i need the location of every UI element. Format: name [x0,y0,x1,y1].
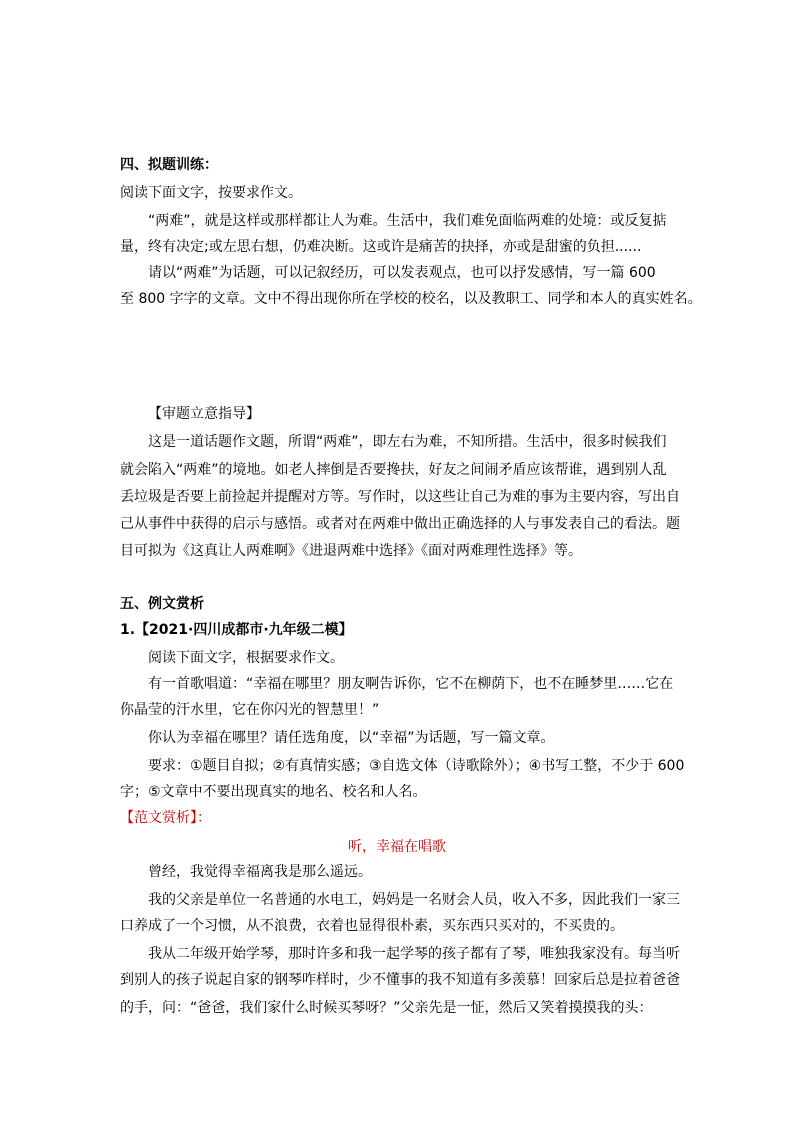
essay-paragraph-3-line-1: 我从二年级开始学琴，那时许多和我一起学琴的孩子都有了琴，唯独我家没有。每当听 [148,946,680,962]
essay-paragraph-2-line-2: 口养成了一个习惯，从不浪费，衣着也显得很朴素，买东西只买对的，不买贵的。 [120,918,624,934]
guide-line-5: 目可拟为《这真让人两难啊》《进退两难中选择》《面对两难理性选择》等。 [120,543,582,559]
section5-item-label: 1.【2021·四川成都市·九年级二模】 [120,622,353,638]
essay-title: 听，幸福在唱歌 [348,839,446,855]
guide-line-3: 丢垃圾是否要上前捡起并提醒对方等。写作时，以这些让自己为难的事为主要内容，写出自 [120,489,680,505]
section4-para2-line1: 请以“两难”为话题，可以记叙经历，可以发表观点，也可以抒发感情，写一篇 600 [148,265,656,281]
essay-paragraph-2-line-1: 我的父亲是单位一名普通的水电工，妈妈是一名财会人员，收入不多，因此我们一家三 [148,892,680,908]
song-line-2: 你晶莹的汗水里，它在你闪光的智慧里！” [120,702,380,718]
guide-line-4: 己从事件中获得的启示与感悟。或者对在两难中做出正确选择的人与事发表自己的看法。题 [120,516,680,532]
essay-paragraph-3-line-2: 到别人的孩子说起自家的钢琴咋样时，少不懂事的我不知道有多羡慕！回家后总是拉着爸爸 [120,972,680,988]
sample-label: 【范文赏析】： [120,810,211,826]
guide-line-2: 就会陷入“两难”的境地。如老人摔倒是否要搀扶，好友之间闹矛盾应该帮谁，遇到别人乱 [120,462,667,478]
guide-heading: 【审题立意指导】 [148,406,260,422]
question-line: 你认为幸福在哪里？请任选角度，以“幸福”为话题，写一篇文章。 [148,730,555,746]
section4-instruction: 阅读下面文字，按要求作文。 [120,185,302,201]
section4-heading: 四、拟题训练： [120,157,218,173]
section5-instruction: 阅读下面文字，根据要求作文。 [148,650,344,666]
section4-para1-line1: “两难”，就是这样或那样都让人为难。生活中，我们难免面临两难的处境：或反复掂 [148,213,667,229]
requirement-line-2: 字；⑤文章中不要出现真实的地名、校名和人名。 [120,784,427,800]
section5-heading: 五、例文赏析 [120,596,204,612]
song-line-1: 有一首歌唱道：“幸福在哪里？朋友啊告诉你，它不在柳荫下，也不在睡梦里……它在 [148,676,674,692]
guide-line-1: 这是一道话题作文题，所谓“两难”，即左右为难，不知所措。生活中，很多时候我们 [148,434,667,450]
essay-paragraph-3-line-3: 的手，问：“爸爸，我们家什么时候买琴呀？”父亲先是一怔，然后又笑着摸摸我的头： [120,1000,653,1016]
section4-para1-line2: 量，终有决定;或左思右想，仍难决断。这或许是痛苦的抉择，亦或是甜蜜的负担...... [120,239,642,255]
requirement-line-1: 要求：①题目自拟；②有真情实感；③自选文体（诗歌除外）；④书写工整，不少于 600 [148,758,685,774]
section4-para2-line2: 至 800 字字的文章。文中不得出现你所在学校的校名，以及教职工、同学和本人的真实姓名。 [120,291,702,307]
essay-paragraph-1: 曾经，我觉得幸福离我是那么遥远。 [148,864,372,880]
